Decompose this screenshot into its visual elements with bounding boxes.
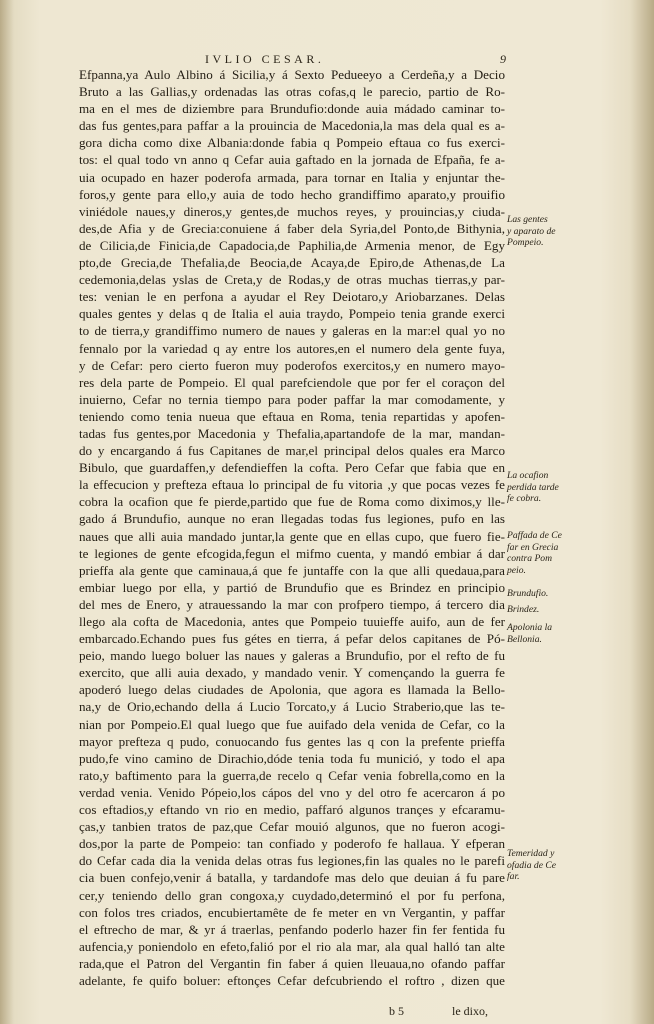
text-line: des,de Afia y de Grecia:conuiene á faber dela Syria,del Ponto,de Bithynia, bbox=[79, 220, 505, 236]
margin-note-line: Paffada de Ce bbox=[507, 530, 562, 541]
margin-note-apolonia bbox=[507, 622, 589, 645]
text-line: tos: el qual todo vn anno q Cefar auia gaftado en la jornada de Efpaña, fe a- bbox=[79, 152, 505, 168]
text-line: cobra la ocafion que fe pierde,partido que fue de Roma como diximos,y lle- bbox=[79, 494, 505, 510]
margin-note-line: ofadia de Ce bbox=[507, 859, 557, 871]
text-line: llego ala cofta de Macedonia, antes que Pompeio tuuieffe auifo, aun de fer bbox=[79, 614, 505, 629]
text-line: foros,y gente para ello,y auia de todo hecho grandiffimo aparato,y prouifio bbox=[79, 186, 505, 202]
text-line: aufencia,y poniendolo en efeto,falió por el rio ala mar, ala qual halló tan alte bbox=[79, 938, 505, 954]
catchword: le dixo, bbox=[452, 1004, 488, 1018]
text-line: rada,que el Patron del Vergantin fin faber á quien lleuaua,no ofando paffar bbox=[79, 955, 505, 971]
margin-note-line: Las gentes bbox=[507, 214, 548, 225]
text-line: con folos tres criados, encubiertamête de fe meter en vn Vergantin, y paffar bbox=[79, 904, 505, 920]
margin-note-line: Brundufio. bbox=[507, 588, 549, 599]
text-line: Bibulo, que guardaffen,y defendieffen la cofta. Pero Cefar que fabia que en bbox=[79, 460, 505, 476]
text-line: ma en el mes de diziembre para Brundufio:donde auia mádado caminar to- bbox=[79, 101, 505, 117]
margin-note-line: fe cobra. bbox=[507, 493, 542, 504]
text-line: verdad venia. Venido Pópeio,los cápos del vno y del otro fe acercaron á po bbox=[79, 784, 505, 800]
margin-note-line: Pompeio. bbox=[507, 237, 544, 248]
margin-note-line: Brindez. bbox=[507, 604, 540, 615]
text-line: exercito, que alli auia dexado, y mandado venir. Y començando la guerra fe bbox=[79, 665, 505, 681]
text-line: la effecucion y prefteza eftaua lo principal de fu vitoria ,y que pocas vezes fe bbox=[79, 477, 505, 493]
margin-note-line: contra Pom bbox=[507, 553, 553, 564]
text-line: gora dicha como dixe Albania:donde fabia q Pompeio eftaua co fus exerci- bbox=[79, 135, 505, 151]
text-line: uia ocupado en hazer poderofa armada, para tornar en Italia y enjuntar the- bbox=[79, 169, 505, 185]
text-line: del mes de Enero, y atrauessando la mar con profpero tiempo, á tercero dia bbox=[79, 596, 505, 612]
text-line: cia buen confejo,venir á batalla, y tardandofe mas delo que deuian á fu pare bbox=[79, 870, 505, 886]
margin-note-line: La ocafion bbox=[507, 470, 549, 481]
margin-note-line: Apolonia la bbox=[507, 622, 553, 633]
text-line: Efpanna,ya Aulo Albino á Sicilia,y á Sexto Pedueeyo a Cerdeña,y a Decio bbox=[79, 67, 505, 82]
text-line: pudo,fe vino camino de Dirachio,dóde tenia toda fu munició, y todo el apa bbox=[79, 750, 505, 766]
margin-note-line: perdida tarde bbox=[507, 481, 559, 493]
text-line: y de Cefar: pero cierto fueron muy poderofos exercitos,y en numero mayo- bbox=[79, 357, 505, 373]
text-line: nian por Pompeio.El qual luego que fue auifado dela venida de Cefar, co la bbox=[79, 716, 505, 732]
margin-note-line: Bellonia. bbox=[507, 633, 542, 645]
signature-mark: b 5 bbox=[389, 1004, 404, 1018]
margin-note-ocasion bbox=[507, 470, 589, 505]
text-line: pto,de Grecia,de Thefalia,de Beocia,de Acaya,de Epiro,de Athenas,de La bbox=[79, 255, 505, 271]
text-line: res dela parte de Pompeio. El qual parefciendole que por fer el coraçon del bbox=[79, 374, 505, 390]
text-line: prieffa ala gente que caminaua,á que fe juntaffe con la que alli quedaua,para bbox=[79, 562, 505, 578]
text-line: te legiones de gente efcogida,fegun el mifmo cuenta, y mandó embiar á dar bbox=[79, 545, 505, 561]
margin-note-line: far. bbox=[507, 871, 520, 882]
page-footer bbox=[0, 1004, 654, 1022]
text-line: embarcado.Echando pues fus gétes en tierra, á pefar delos capitanes de Pó- bbox=[79, 631, 505, 647]
margin-note-temeridad bbox=[507, 848, 589, 883]
text-line: apoderó luego delas ciudades de Apolonia, que agora es llamada la Bello- bbox=[79, 682, 505, 698]
text-line: do Cefar cada dia la venida delas otras fus legiones,fin las quales no le parefi bbox=[79, 853, 505, 869]
text-line: peio, mando luego boluer las naues y galeras a Brundufio, por el refto de fu bbox=[79, 648, 505, 664]
text-line: embiar luego por ella, y partió de Brundufio que es Brindez en principio bbox=[79, 579, 505, 595]
text-line: fennalo por la variedad q ay entre los autores,en el numero dela gente fuya, bbox=[79, 340, 505, 356]
text-line: tadas fus gentes,por Macedonia y Thefalia,apartandofe de la mar, mandan- bbox=[79, 425, 505, 441]
text-line: teniendo como tenia nueua que eftaua en Roma, tenia repartidas y apofen- bbox=[79, 408, 505, 424]
text-line: Bruto a las Gallias,y ordenadas las otras cofas,q le parecio, partio de Ro- bbox=[79, 84, 505, 100]
folio-number: 9 bbox=[500, 52, 506, 66]
margin-note-brindez bbox=[507, 604, 589, 616]
text-line: el eftrecho de mar, & yr á traerlas, penfando poderlo hazer fin fer fentida fu bbox=[79, 921, 505, 937]
text-line: gado á Brundufio, aunque no eran llegadas todas fus legiones, pufo en las bbox=[79, 511, 505, 527]
margin-note-line: Temeridad y bbox=[507, 848, 555, 859]
text-line: quales gentes y delas q de Italia el auia traydo, Pompeio tenia grande exerci bbox=[79, 306, 505, 322]
text-line: ças,y tanbien tratos de paz,que Cefar mouió algunos, que no fueron acogi- bbox=[79, 819, 505, 835]
text-line: rato,y baftimento para la guerra,de recelo q Cefar venia fobrella,como en la bbox=[79, 767, 505, 783]
text-line: de Cilicia,de Finicia,de Capadocia,de Paphilia,de Armenia menor, de Egy bbox=[79, 237, 505, 253]
text-line: do y encargando á fus Capitanes de mar,el principal delos quales era Marco bbox=[79, 443, 505, 459]
text-line: dos,por la parte de Pompeio: tan confiado y poderofo fe hallaua. Y efperan bbox=[79, 836, 505, 852]
text-line: viniédole naues,y dineros,y gentes,de muchos reyes, y prouincias,y ciuda- bbox=[79, 203, 505, 219]
text-line: inuierno, Cefar no ternia tiempo para poder paffar la mar comodamente, y bbox=[79, 391, 505, 407]
text-line: na,y de Orio,echando della á Lucio Torcato,y á Lucio Straberio,que las te- bbox=[79, 699, 505, 715]
text-line: cedemonia,delas yslas de Creta,y de Rodas,y de otras muchas tierras,y par- bbox=[79, 272, 505, 288]
margin-note-line: peio. bbox=[507, 564, 526, 576]
body-text-column bbox=[79, 66, 505, 989]
running-title: IVLIO CESAR. bbox=[205, 52, 325, 66]
margin-note-line: y aparato de bbox=[507, 225, 556, 237]
text-line: mayor prefteza q pudo, conuocando fus gentes las q con la prefente prieffa bbox=[79, 733, 505, 749]
margin-note-gentes bbox=[507, 214, 589, 249]
text-line: adelante, fe quifo boluer: eftonçes Cefar defcubriendo el roftro , dizen que bbox=[79, 972, 505, 988]
margin-note-line: far en Grecia bbox=[507, 541, 559, 553]
text-line: cer,y teniendo dello gran congoxa,y cuydado,determinó el por fu perfona, bbox=[79, 887, 505, 903]
text-line: naues que alli auia mandado juntar,la gente que en ellas cupo, que fuero fie- bbox=[79, 528, 505, 544]
text-line: to de tierra,y grandiffimo numero de naues y galeras en la mar:el qual yo no bbox=[79, 323, 505, 339]
text-line: das fus gentes,para paffar a la prouincia de Macedonia,la mas dela qual es a- bbox=[79, 118, 505, 134]
text-line: cos eftadios,y eftando vn rio en medio, paffaró algunos trançes y efcaramu- bbox=[79, 802, 505, 818]
text-line: tes: venian le en perfona a ayudar el Rey Deiotaro,y Ariobarzanes. Delas bbox=[79, 289, 505, 305]
margin-note-passada bbox=[507, 530, 589, 576]
margin-note-brundusio bbox=[507, 588, 589, 600]
